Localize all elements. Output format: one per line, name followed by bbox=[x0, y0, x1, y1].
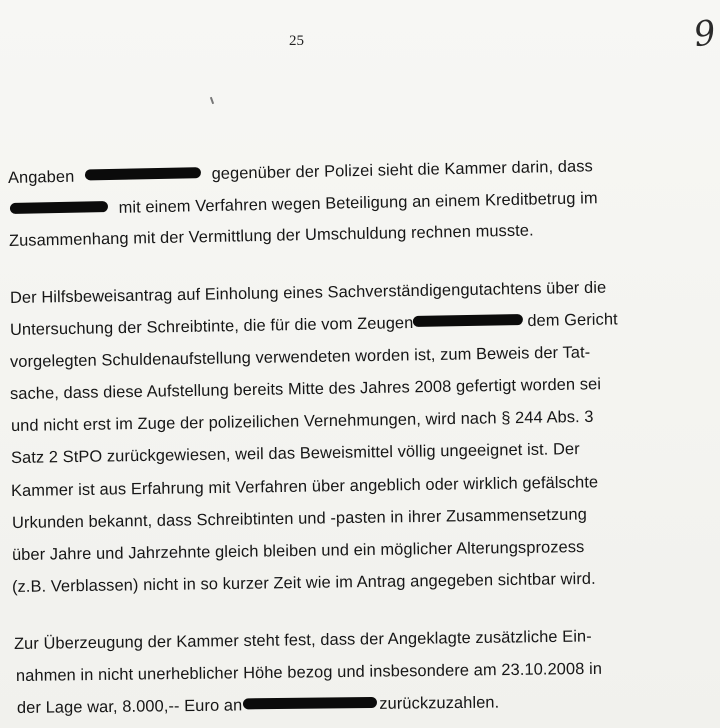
handwritten-margin-note: 9 bbox=[691, 12, 719, 56]
text-line bbox=[8, 156, 593, 188]
line-text: Urkunden bekannt, dass Schreibtinten und -pasten in ihrer Zusammensetzung bbox=[11, 505, 587, 532]
text-line bbox=[16, 659, 602, 686]
text-line bbox=[9, 220, 534, 251]
line-text: (z.B. Verblassen) nicht in so kurzer Zeit wie im Antrag angegeben sichtbar wird. bbox=[11, 569, 596, 596]
redaction-bar bbox=[413, 314, 523, 327]
redaction-bar bbox=[85, 167, 201, 180]
text-line bbox=[11, 407, 594, 436]
line-text: Satz 2 StPO zurückgewiesen, weil das Beweismittel völlig ungeeignet ist. Der bbox=[10, 440, 580, 467]
redaction-bar bbox=[10, 201, 108, 214]
line-text: der Lage war, 8.000,-- Euro an bbox=[16, 696, 243, 717]
text-line bbox=[10, 309, 618, 340]
text-line bbox=[17, 693, 499, 718]
redaction-bar bbox=[243, 697, 377, 710]
line-text: sache, dass diese Aufstellung bereits Mitte des Jahres 2008 gefertigt worden sei bbox=[9, 375, 602, 403]
line-text: Angaben bbox=[7, 167, 75, 187]
line-text: zurückzuzahlen. bbox=[379, 693, 500, 713]
scan-speck bbox=[210, 97, 214, 104]
line-text: Der Hilfsbeweisantrag auf Einholung eines Sachverständigengutachtens über die bbox=[9, 278, 607, 307]
text-line bbox=[10, 278, 607, 308]
text-line bbox=[12, 537, 585, 565]
line-text: Kammer ist aus Erfahrung mit Verfahren über angeblich oder wirklich gefälschte bbox=[10, 473, 599, 500]
line-text: vorgelegten Schuldenaufstellung verwendeten worden ist, zum Beweis der Tat- bbox=[9, 343, 591, 371]
line-text: dem Gericht bbox=[527, 310, 618, 330]
line-text: über Jahre und Jahrzehnte gleich bleiben und ein möglicher Alterungsprozess bbox=[11, 538, 585, 564]
text-line bbox=[12, 504, 587, 533]
text-line bbox=[14, 626, 592, 654]
line-text: Zur Überzeugung der Kammer steht fest, dass der Angeklagte zusätzliche Ein- bbox=[13, 627, 592, 653]
text-line bbox=[11, 472, 598, 501]
line-text: Untersuchung der Schreibtinte, die für die vom Zeugen bbox=[9, 313, 414, 339]
line-text: Zusammenhang mit der Vermittlung der Umschuldung rechnen musste. bbox=[8, 221, 534, 250]
line-text: nahmen in nicht unerheblicher Höhe bezog und insbesondere am 23.10.2008 in bbox=[15, 659, 603, 685]
text-line bbox=[10, 188, 598, 220]
text-line bbox=[12, 569, 596, 597]
page-number: 25 bbox=[289, 33, 304, 49]
line-text: mit einem Verfahren wegen Beteiligung an einem Kreditbetrug im bbox=[118, 189, 598, 217]
text-line bbox=[11, 439, 580, 468]
text-line bbox=[10, 342, 591, 372]
text-line bbox=[10, 374, 601, 404]
line-text: gegenüber der Polizei sieht die Kammer darin, dass bbox=[211, 157, 593, 183]
line-text: und nicht erst im Zuge der polizeilichen Vernehmungen, wird nach § 244 Abs. 3 bbox=[10, 407, 594, 435]
